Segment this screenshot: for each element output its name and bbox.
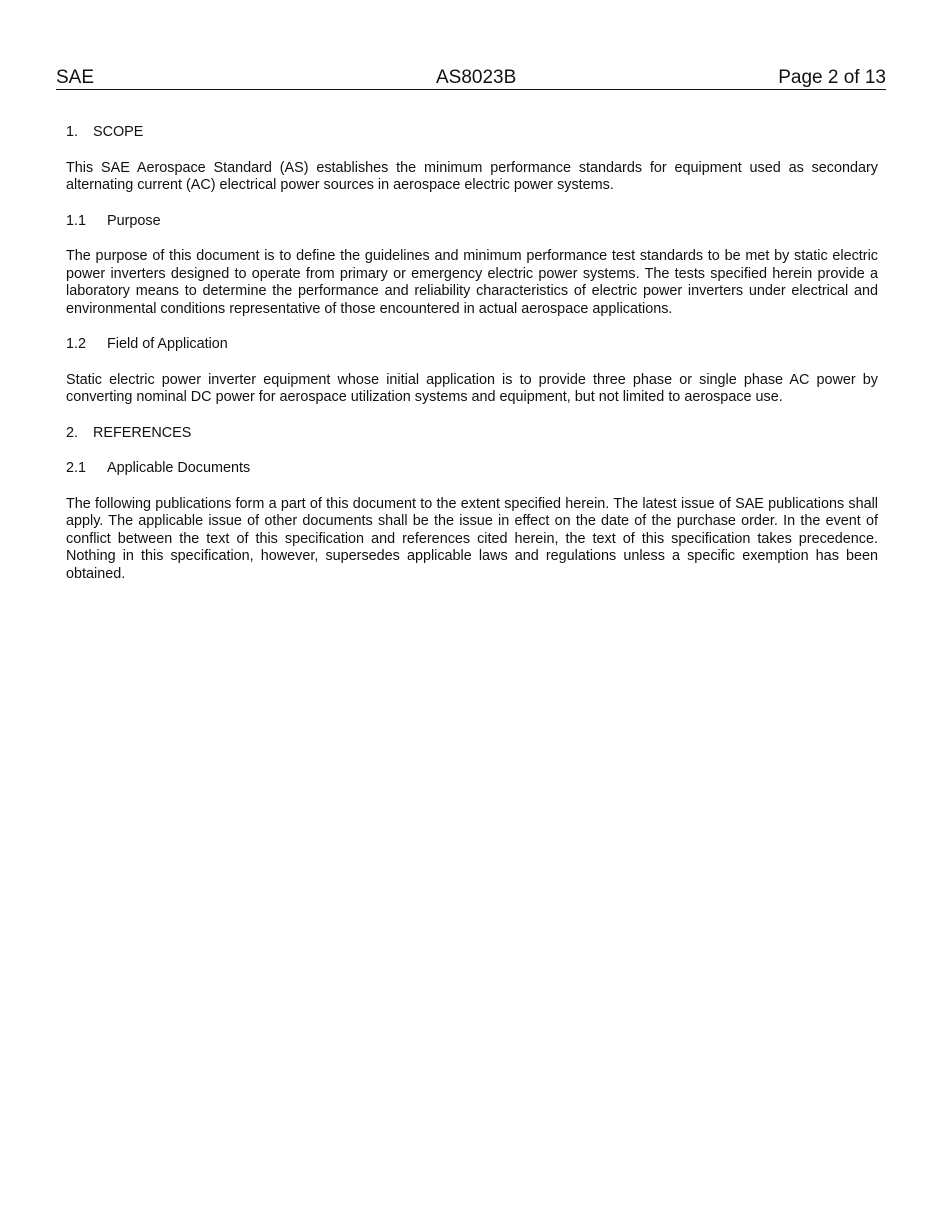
- section-heading-purpose: [66, 213, 878, 231]
- header-document-number: AS8023B: [436, 67, 517, 88]
- header-organization: SAE: [56, 67, 95, 88]
- page-header: [56, 67, 886, 90]
- section-number: 2.: [66, 424, 79, 441]
- section-heading-applicable-documents: [66, 460, 878, 478]
- section-heading-field-of-application: [66, 336, 878, 354]
- document-body: [66, 124, 878, 601]
- section-number: 1.1: [66, 212, 87, 229]
- paragraph-purpose: The purpose of this document is to define the guidelines and minimum performance test standards to be met by static electric power inverters designed to operate from primary or emergency electric power systems. The tests specified herein provide a laboratory means to determine the performance and reliability characteristics of electric power inverters under electrical and environmental conditions representative of those encountered in actual aerospace applications.: [66, 248, 878, 317]
- section-title: Field of Application: [107, 336, 228, 352]
- section-title: SCOPE: [93, 124, 144, 140]
- section-title: REFERENCES: [93, 424, 192, 441]
- section-title: Purpose: [107, 212, 161, 229]
- header-page-number: Page 2 of 13: [778, 67, 886, 88]
- paragraph-scope: This SAE Aerospace Standard (AS) establishes the minimum performance standards for equipment used as secondary alternating current (AC) electrical power sources in aerospace electric power systems.: [66, 159, 878, 193]
- section-heading-references: [66, 425, 878, 443]
- section-number: 2.1: [66, 460, 87, 476]
- section-number: 1.: [66, 124, 79, 140]
- paragraph-applicable-documents: The following publications form a part of this document to the extent specified herein. The latest issue of SAE publications shall apply. The applicable issue of other documents shall be the issue in effect on the date of the purchase order. In the event of conflict between the text of this specification and references cited herein, the text of this specification takes precedence. Nothing in this specification, however, supersedes applicable laws and regulations unless a specific exemption has been obtained.: [66, 495, 878, 582]
- paragraph-field-of-application: Static electric power inverter equipment whose initial application is to provide three phase or single phase AC power by converting nominal DC power for aerospace utilization systems and equipment, but not limited to aerospace use.: [66, 371, 878, 405]
- section-heading-scope: [66, 124, 878, 142]
- section-number: 1.2: [66, 336, 87, 352]
- section-title: Applicable Documents: [107, 460, 251, 476]
